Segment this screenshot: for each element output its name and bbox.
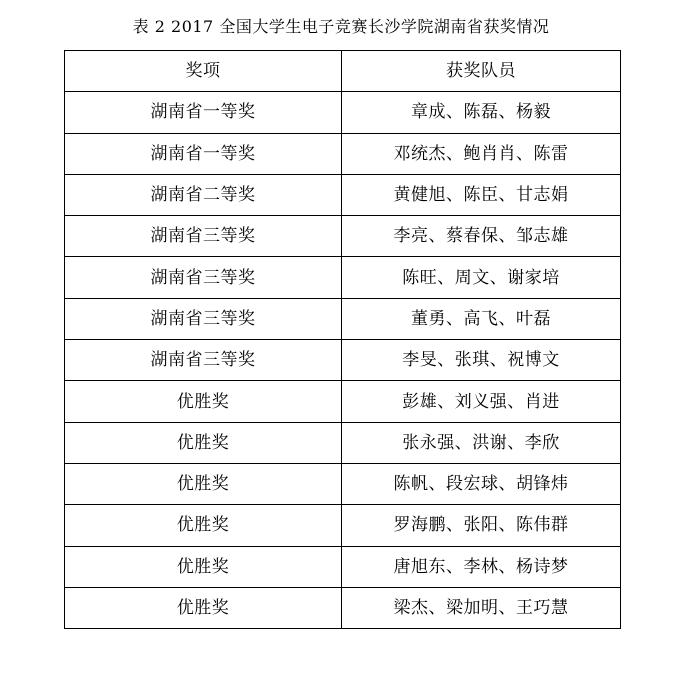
members-cell: 罗海鹏、张阳、陈伟群 xyxy=(342,505,621,546)
table-row xyxy=(65,587,621,628)
award-cell: 优胜奖 xyxy=(65,505,342,546)
award-cell: 优胜奖 xyxy=(65,381,342,422)
award-cell: 湖南省二等奖 xyxy=(65,174,342,215)
members-cell: 陈旺、周文、谢家培 xyxy=(342,257,621,298)
members-cell: 董勇、高飞、叶磊 xyxy=(342,298,621,339)
award-cell: 湖南省一等奖 xyxy=(65,92,342,133)
award-cell: 湖南省三等奖 xyxy=(65,298,342,339)
award-cell: 湖南省一等奖 xyxy=(65,133,342,174)
header-members: 获奖队员 xyxy=(342,51,621,92)
members-cell: 张永强、洪谢、李欣 xyxy=(342,422,621,463)
awards-table xyxy=(64,50,621,629)
table-row xyxy=(65,216,621,257)
table-row xyxy=(65,505,621,546)
table-row xyxy=(65,340,621,381)
table-row xyxy=(65,463,621,504)
members-cell: 李旻、张琪、祝博文 xyxy=(342,340,621,381)
table-header-row xyxy=(65,51,621,92)
table-row xyxy=(65,92,621,133)
table-row xyxy=(65,422,621,463)
table-row xyxy=(65,133,621,174)
members-cell: 章成、陈磊、杨毅 xyxy=(342,92,621,133)
table-row xyxy=(65,546,621,587)
award-cell: 优胜奖 xyxy=(65,546,342,587)
members-cell: 陈帆、段宏球、胡锋炜 xyxy=(342,463,621,504)
table-row xyxy=(65,257,621,298)
table-row xyxy=(65,298,621,339)
award-cell: 优胜奖 xyxy=(65,463,342,504)
table-row xyxy=(65,174,621,215)
members-cell: 唐旭东、李林、杨诗梦 xyxy=(342,546,621,587)
award-cell: 湖南省三等奖 xyxy=(65,216,342,257)
members-cell: 彭雄、刘义强、肖进 xyxy=(342,381,621,422)
award-cell: 湖南省三等奖 xyxy=(65,340,342,381)
members-cell: 梁杰、梁加明、王巧慧 xyxy=(342,587,621,628)
award-cell: 湖南省三等奖 xyxy=(65,257,342,298)
table-row xyxy=(65,381,621,422)
table-caption: 表 2 2017 全国大学生电子竞赛长沙学院湖南省获奖情况 xyxy=(132,17,550,36)
header-award: 奖项 xyxy=(65,51,342,92)
members-cell: 李亮、蔡春保、邹志雄 xyxy=(342,216,621,257)
members-cell: 邓统杰、鲍肖肖、陈雷 xyxy=(342,133,621,174)
award-cell: 优胜奖 xyxy=(65,422,342,463)
members-cell: 黄健旭、陈臣、甘志娟 xyxy=(342,174,621,215)
award-cell: 优胜奖 xyxy=(65,587,342,628)
